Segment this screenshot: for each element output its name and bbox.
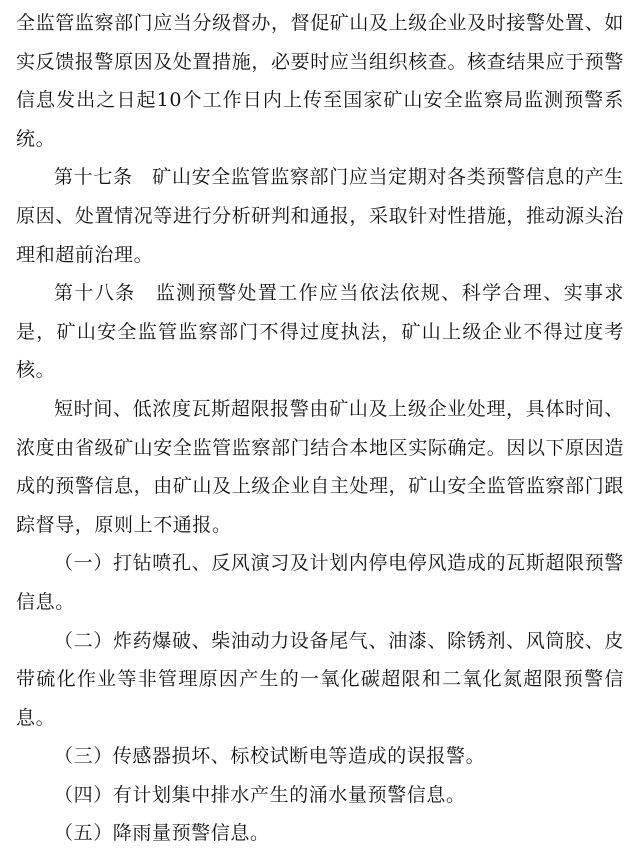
paragraph-article-17: 第十七条 矿山安全监管监察部门应当定期对各类预警信息的产生原因、处置情况等进行分析研判和通报，采取针对性措施，推动源头治理和超前治理。: [16, 166, 624, 266]
list-item-4: （四）有计划集中排水产生的涌水量预警信息。: [54, 783, 466, 806]
paragraph-gas-alarm: 短时间、低浓度瓦斯超限报警由矿山及上级企业处理，具体时间、浓度由省级矿山安全监管监察部门结合本地区实际确定。因以下原因造成的预警信息，由矿山及上级企业自主处理，矿山安全监管监察部门跟踪督导，原则上不通报。: [16, 397, 624, 536]
paragraph-article-18: 第十八条 监测预警处置工作应当依法依规、科学合理、实事求是，矿山安全监管监察部门不得过度执法，矿山上级企业不得过度考核。: [16, 282, 624, 382]
list-item-5: （五）降雨量预警信息。: [54, 822, 270, 845]
list-item-2: （二）炸药爆破、柴油动力设备尾气、油漆、除锈剂、风筒胶、皮带硫化作业等非管理原因产生的一氧化碳超限和二氧化氮超限预警信息。: [16, 629, 624, 729]
list-item-1: （一）打钻喷孔、反风演习及计划内停电停风造成的瓦斯超限预警信息。: [16, 552, 624, 613]
paragraph-continuation: 全监管监察部门应当分级督办，督促矿山及上级企业及时接警处置、如实反馈报警原因及处置措施，必要时应当组织核查。核查结果应于预警信息发出之日起10个工作日内上传至国家矿山安全监察局监测预警系统。: [16, 12, 624, 150]
list-item-3: （三）传感器损坏、标校试断电等造成的误报警。: [54, 745, 486, 768]
